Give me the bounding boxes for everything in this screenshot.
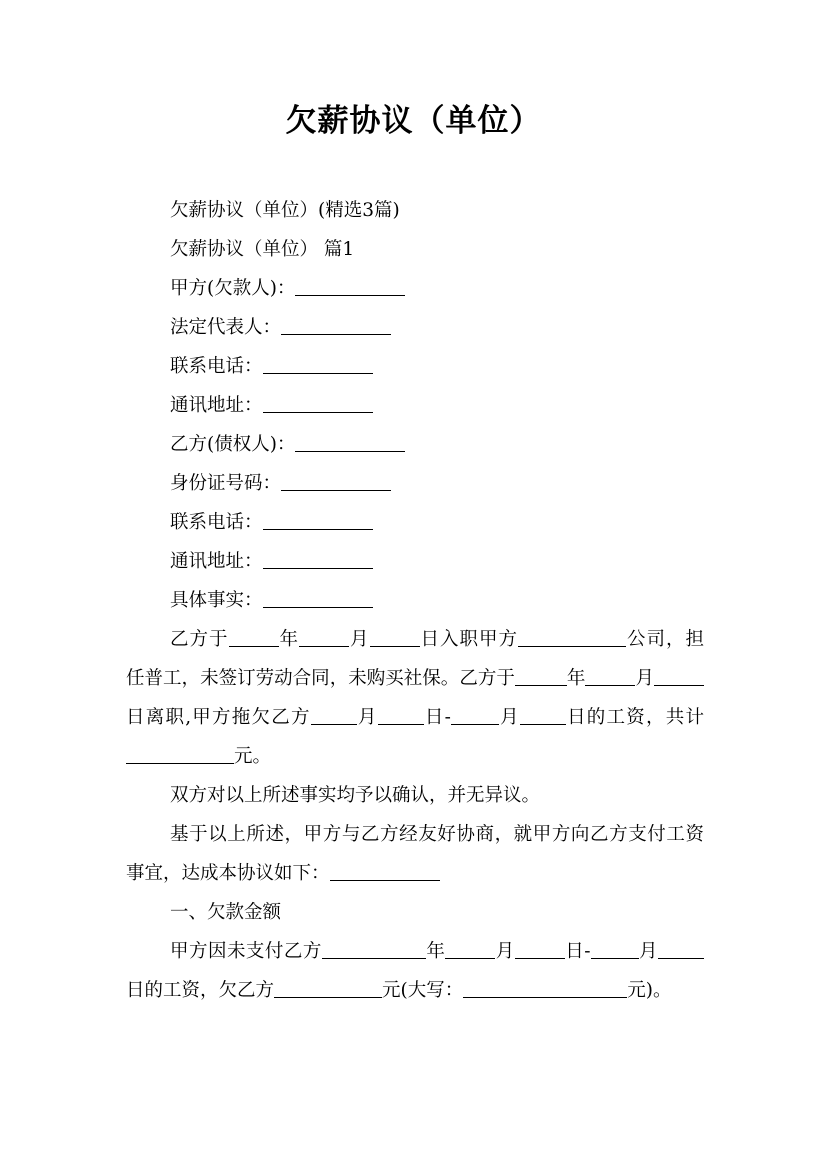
blank	[311, 705, 357, 725]
facts-text-6: 年	[566, 668, 586, 689]
confirm-paragraph: 双方对以上所述事实均予以确认，并无异议。	[170, 785, 541, 806]
facts-text-10: 日-	[423, 707, 451, 728]
blank	[274, 978, 382, 998]
party-a-label: 甲方(欠款人)：	[170, 278, 296, 299]
blank	[451, 705, 499, 725]
party-b-line	[126, 425, 704, 464]
section-one-heading: 一、欠款金额	[170, 902, 282, 923]
party-a-blank	[295, 276, 405, 296]
phone-a-label: 联系电话：	[170, 356, 263, 377]
blank	[299, 627, 349, 647]
amount-text-7: 元(大写：	[382, 980, 464, 1001]
facts-text-12: 日的工资，共计	[565, 707, 704, 728]
blank	[322, 939, 426, 959]
blank	[330, 861, 440, 881]
party-a-line	[126, 269, 704, 308]
facts-text-3: 月	[349, 629, 370, 650]
phone-a-line	[126, 347, 704, 386]
blank	[229, 627, 279, 647]
amount-text-6: 日的工资，欠乙方	[126, 980, 275, 1001]
address-b-line	[126, 542, 704, 581]
amount-text-4: 日-	[564, 941, 591, 962]
section-heading: 欠薪协议（单位） 篇1	[170, 239, 355, 260]
party-b-blank	[295, 432, 405, 452]
blank	[585, 666, 635, 686]
id-no-label: 身份证号码：	[170, 473, 282, 494]
amount-text-1: 甲方因未支付乙方	[170, 941, 322, 962]
blank	[518, 627, 626, 647]
phone-b-label: 联系电话：	[170, 512, 263, 533]
blank	[658, 939, 704, 959]
facts-text-4: 日入职甲方	[419, 629, 518, 650]
subtitle-line: 欠薪协议（单位）(精选3篇)	[170, 200, 400, 221]
blank	[654, 666, 704, 686]
legal-rep-line	[126, 308, 704, 347]
address-a-blank	[263, 393, 373, 413]
facts-text-8: 日离职,甲方拖欠乙方	[126, 707, 311, 728]
blank	[370, 627, 420, 647]
document-title: 欠薪协议（单位）	[285, 103, 542, 139]
amount-text-8: 元)。	[627, 980, 672, 1001]
legal-rep-label: 法定代表人：	[170, 317, 282, 338]
legal-rep-blank	[281, 315, 391, 335]
amount-paragraph	[126, 932, 704, 1010]
blank	[515, 939, 565, 959]
facts-text-11: 月	[498, 707, 520, 728]
blank	[378, 705, 424, 725]
amount-text-5: 月	[638, 941, 658, 962]
facts-text-9: 月	[356, 707, 378, 728]
phone-b-line	[126, 503, 704, 542]
phone-b-blank	[263, 510, 373, 530]
facts-blank	[263, 588, 373, 608]
blank	[515, 666, 567, 686]
address-b-label: 通讯地址：	[170, 551, 263, 572]
blank	[126, 744, 234, 764]
basis-paragraph	[126, 815, 704, 893]
party-b-label: 乙方(债权人)：	[170, 434, 296, 455]
blank	[463, 978, 627, 998]
blank	[520, 705, 566, 725]
facts-text-2: 年	[278, 629, 299, 650]
facts-text-5: 公司，担任普工，未签订劳动合同，未购买社保。乙方于	[126, 629, 704, 689]
facts-paragraph	[126, 620, 704, 776]
id-no-line	[126, 464, 704, 503]
address-a-label: 通讯地址：	[170, 395, 263, 416]
facts-text-13: 元。	[234, 746, 272, 767]
facts-text-7: 月	[635, 668, 654, 689]
blank	[591, 939, 639, 959]
basis-text: 基于以上所述，甲方与乙方经友好协商，就甲方向乙方支付工资事宜，达成本协议如下：	[126, 824, 704, 884]
facts-label: 具体事实：	[170, 590, 263, 611]
facts-line	[126, 581, 704, 620]
facts-text-1: 乙方于	[170, 629, 229, 650]
blank	[445, 939, 495, 959]
phone-a-blank	[263, 354, 373, 374]
document-body	[126, 191, 704, 1010]
address-b-blank	[263, 549, 373, 569]
amount-text-2: 年	[425, 941, 446, 962]
id-no-blank	[281, 471, 391, 491]
amount-text-3: 月	[495, 941, 515, 962]
address-a-line	[126, 386, 704, 425]
